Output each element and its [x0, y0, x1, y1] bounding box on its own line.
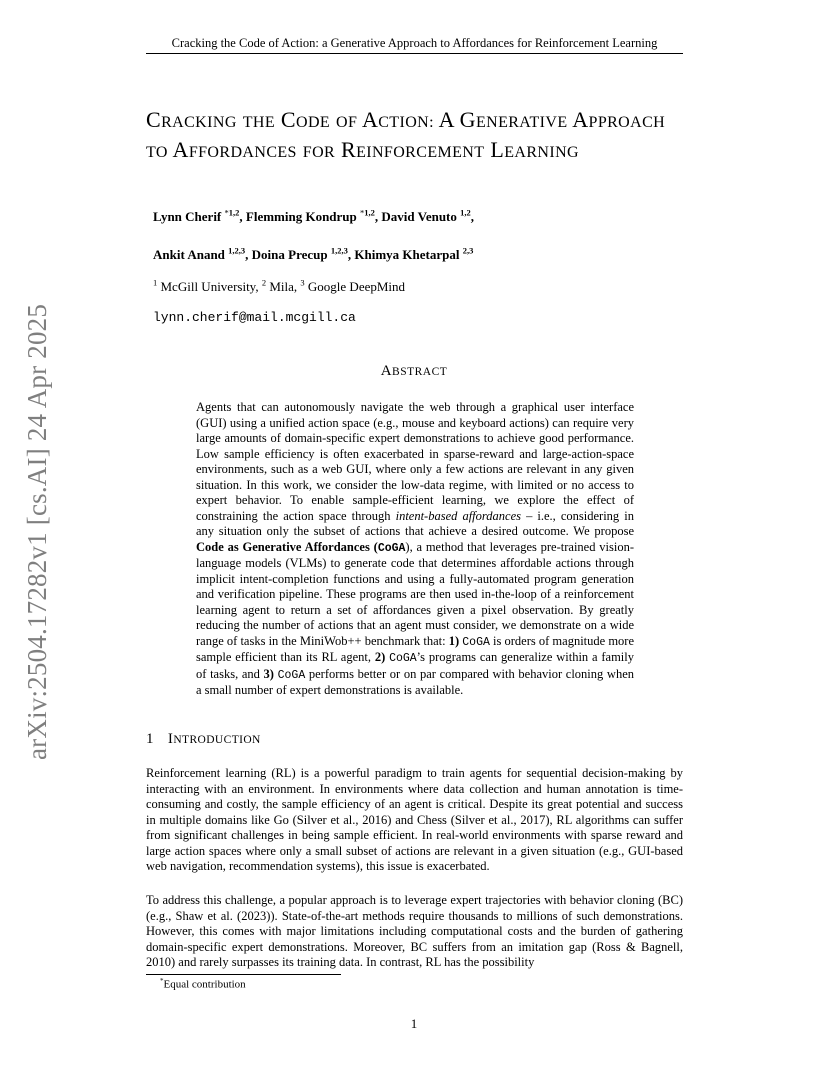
contact-email: lynn.cherif@mail.mcgill.ca [153, 310, 356, 325]
page-number: 1 [410, 1016, 418, 1031]
affiliation: $^1$ McGill University, [153, 278, 259, 295]
title-word: CODE [280, 107, 331, 132]
author: Doina Precup $^{1,2,3}$, [251, 246, 352, 263]
abstract-heading: ABSTRACT [380, 363, 448, 379]
affiliations [153, 278, 405, 295]
title-word: REINFORCEMENT [341, 137, 485, 162]
intro-paragraph-2: To address this challenge, a popular approach is to leverage expert trajectories with behavior cloning (BC) (e.g., Shaw et al. (2023)). State-of-the-art methods require thousands to millions of such demonstrations. However, this comes with major limitations including computational costs and the burden of gathering domain-specific expert demonstrations. Moreover, BC suffers from an imitation gap (Ross & Bagnell, 2010) and rarely surpasses its training data. In contrast, RL has the possibility [146, 893, 683, 969]
author: Ankit Anand $^{1,2,3}$, [153, 246, 249, 263]
title-word: GENERATIVE [459, 107, 568, 132]
title-word: THE [242, 114, 275, 131]
footnote: *Equal contribution [160, 977, 246, 991]
intro-paragraph-1: Reinforcement learning (RL) is a powerful paradigm to train agents for sequential decision-making by interacting with an environment. In environments where data collection and human annotation is time-consuming and costly, the sample efficiency of an agent is critical. Despite its great potential and success in multiple domains like Go (Silver et al., 2016) and Chess (Silver et al., 2017), RL algorithms can suffer from significant challenges in being sample efficient. In real-world environments with sparse reward and large action spaces where only a small subset of actions are relevant in a given situation (e.g., GUI-based web navigation, recommendation systems), this issue is exacerbated. [146, 766, 683, 873]
title-word: ACTION: [361, 107, 434, 132]
footnote-rule [146, 974, 341, 975]
author-line-1 [153, 208, 474, 225]
abstract-text: Agents that can autonomously navigate the web through a graphical user interface (GUI) using a unified action space (e.g., mouse and keyboard actions) can require very large amounts of domain-specific expert demonstrations to achieve good performance. Low sample efficiency is often exacerbated in sparse-reward and large-action-space environments, such as a web GUI, where only a few actions are relevant in any given situation. In this work, we consider the low-data regime, with limited or no access to expert behavior. To enable sample-efficient learning, we explore the effect of constraining the action space through intent-based affordances – i.e., considering in any situation only the subset of actions that achieve a desired outcome. We propose Code as Generative Affordances (CoGA), a method that leverages pre-trained vision-language models (VLMs) to generate code that determines affordable actions through implicit intent-completion functions and using a fully-automated program generation and verification pipeline. These programs are then used in-the-loop of a reinforcement learning agent to return a set of affordances given a pixel observation. By greatly reducing the number of actions that an agent must consider, we demonstrate on a wide range of tasks in the MiniWob++ benchmark that: 1) CoGA is orders of magnitude more sample efficient than its RL agent, 2) CoGA’s programs can generalize within a family of tasks, and 3) CoGA performs better or on par compared with behavior cloning when a small number of expert demonstrations is available. [196, 400, 635, 697]
running-head: Cracking the Code of Action: a Generative Approach to Affordances for Reinforcement Learning [146, 36, 683, 54]
affiliation: $^3$ Google DeepMind [300, 278, 406, 295]
paper-title [146, 106, 686, 166]
title-word: LEARNING [490, 137, 579, 162]
title-word: A [438, 107, 454, 132]
title-word: FOR [302, 144, 336, 161]
author: Khimya Khetarpal $^{2,3}$ [354, 246, 474, 263]
author: David Venuto $^{1,2}$, [381, 208, 475, 225]
title-word: APPROACH [572, 107, 666, 132]
section-heading-introduction: 1 INTRODUCTION [146, 731, 261, 747]
title-word: AFFORDANCES [172, 137, 297, 162]
affiliation: $^2$ Mila, [261, 278, 298, 295]
author-line-2 [153, 246, 473, 263]
arxiv-stamp: arXiv:2504.17282v1 [cs.AI] 24 Apr 2025 [22, 303, 52, 760]
title-word: TO [146, 144, 168, 161]
title-word: OF [335, 114, 358, 131]
author: Lynn Cherif $^{*1,2}$, [153, 208, 243, 225]
title-word: CRACKING [146, 107, 237, 132]
author: Flemming Kondrup $^{*1,2}$, [245, 208, 379, 225]
